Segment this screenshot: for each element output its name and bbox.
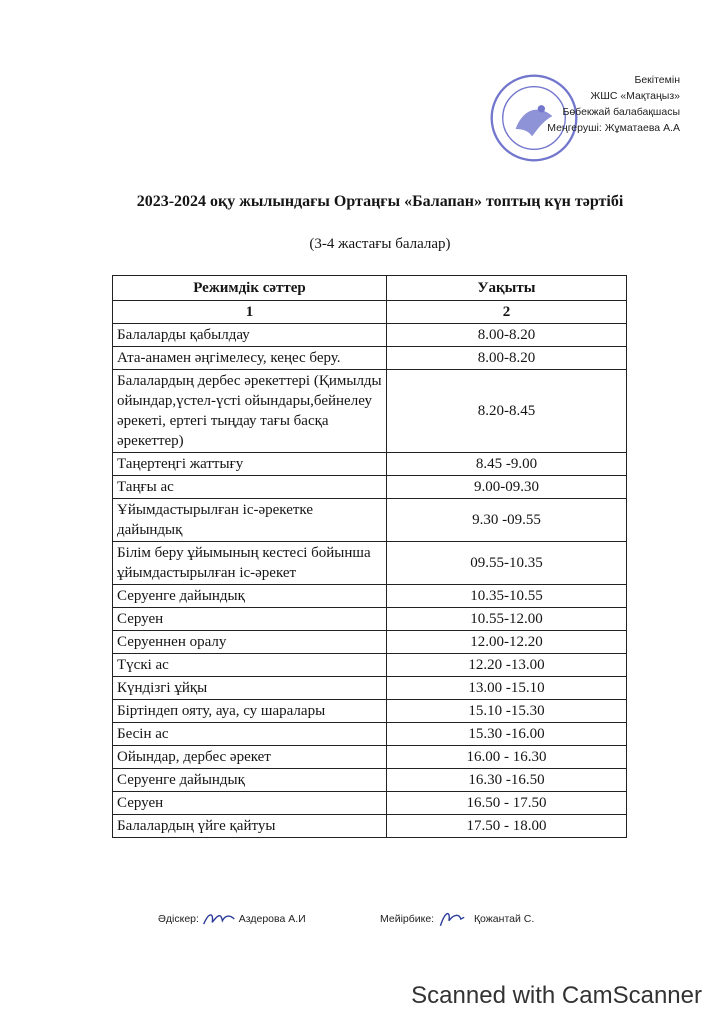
approval-line: Бөбекжай балабақшасы (562, 106, 680, 118)
activity-cell: Балалардың дербес әрекеттері (Қимылды ойындар,үстел-үсті ойындары,бейнелеу әрекеті, ертегі тыңдау тағы басқа әрекеттер) (113, 370, 387, 453)
schedule-table (112, 275, 627, 838)
activity-cell: Күндізгі ұйқы (113, 677, 387, 700)
table-row (113, 476, 627, 499)
methodist-label: Әдіскер: (158, 912, 199, 925)
table-row (113, 324, 627, 347)
nurse-name: Қожантай С. (473, 912, 535, 925)
table-row (113, 585, 627, 608)
time-cell: 15.30 -16.00 (387, 723, 627, 746)
methodist-name: Аздерова А.И (238, 912, 306, 925)
time-cell: 17.50 - 18.00 (387, 815, 627, 838)
table-row (113, 700, 627, 723)
time-cell: 12.20 -13.00 (387, 654, 627, 677)
activity-cell: Түскі ас (113, 654, 387, 677)
time-cell: 16.30 -16.50 (387, 769, 627, 792)
time-cell: 16.00 - 16.30 (387, 746, 627, 769)
signature-icon (202, 908, 236, 930)
activity-cell: Таңертеңгі жаттығу (113, 453, 387, 476)
signature-icon (437, 908, 471, 930)
approval-line: Меңгерушi: Жұматаева А.А (547, 122, 680, 134)
table-row (113, 654, 627, 677)
table-row (113, 769, 627, 792)
table-row (113, 746, 627, 769)
table-row (113, 815, 627, 838)
nurse-label: Мейірбике: (380, 912, 435, 925)
activity-cell: Серуен (113, 608, 387, 631)
table-row (113, 608, 627, 631)
approval-line: ЖШС «Мақтаңыз» (590, 90, 680, 102)
document-subtitle: (3-4 жастағы балалар) (309, 236, 451, 252)
time-cell: 8.00-8.20 (387, 347, 627, 370)
table-row (113, 453, 627, 476)
table-row (113, 677, 627, 700)
time-cell: 9.30 -09.55 (387, 499, 627, 542)
approval-line: Бекітемін (634, 74, 680, 86)
time-cell: 15.10 -15.30 (387, 700, 627, 723)
scanner-watermark: Scanned with CamScanner (411, 982, 702, 1009)
activity-cell: Серуен (113, 792, 387, 815)
time-cell: 8.00-8.20 (387, 324, 627, 347)
column-number-row (113, 301, 627, 324)
time-cell: 8.45 -9.00 (387, 453, 627, 476)
table-row (113, 499, 627, 542)
activity-cell: Білім беру ұйымының кестесі бойынша ұйымдастырылған іс-әрекет (113, 542, 387, 585)
table-row (113, 542, 627, 585)
time-cell: 12.00-12.20 (387, 631, 627, 654)
time-cell: 10.55-12.00 (387, 608, 627, 631)
activity-cell: Ойындар, дербес әрекет (113, 746, 387, 769)
column-header-activity: Режимдік сәттер (113, 276, 387, 301)
table-row (113, 792, 627, 815)
activity-cell: Таңғы ас (113, 476, 387, 499)
time-cell: 9.00-09.30 (387, 476, 627, 499)
column-header-time: Уақыты (387, 276, 627, 301)
activity-cell: Біртіндеп ояту, ауа, су шаралары (113, 700, 387, 723)
document-title: 2023-2024 оқу жылындағы Ортаңғы «Балапан» топтың күн тәртібі (136, 193, 624, 210)
approval-block (470, 72, 680, 136)
table-row (113, 347, 627, 370)
time-cell: 16.50 - 17.50 (387, 792, 627, 815)
time-cell: 8.20-8.45 (387, 370, 627, 453)
schedule-rows (113, 324, 627, 838)
activity-cell: Серуеннен оралу (113, 631, 387, 654)
column-number: 1 (113, 301, 387, 324)
table-row (113, 370, 627, 453)
activity-cell: Серуенге дайындық (113, 585, 387, 608)
table-row (113, 723, 627, 746)
activity-cell: Серуенге дайындық (113, 769, 387, 792)
methodist-signature (158, 908, 306, 930)
column-number: 2 (387, 301, 627, 324)
activity-cell: Балалардың үйге қайтуы (113, 815, 387, 838)
table-header-row (113, 276, 627, 301)
time-cell: 13.00 -15.10 (387, 677, 627, 700)
activity-cell: Ұйымдастырылған іс-әрекетке дайындық (113, 499, 387, 542)
nurse-signature (380, 908, 534, 930)
activity-cell: Ата-анамен әңгімелесу, кеңес беру. (113, 347, 387, 370)
table-row (113, 631, 627, 654)
activity-cell: Балаларды қабылдау (113, 324, 387, 347)
time-cell: 09.55-10.35 (387, 542, 627, 585)
activity-cell: Бесін ас (113, 723, 387, 746)
time-cell: 10.35-10.55 (387, 585, 627, 608)
